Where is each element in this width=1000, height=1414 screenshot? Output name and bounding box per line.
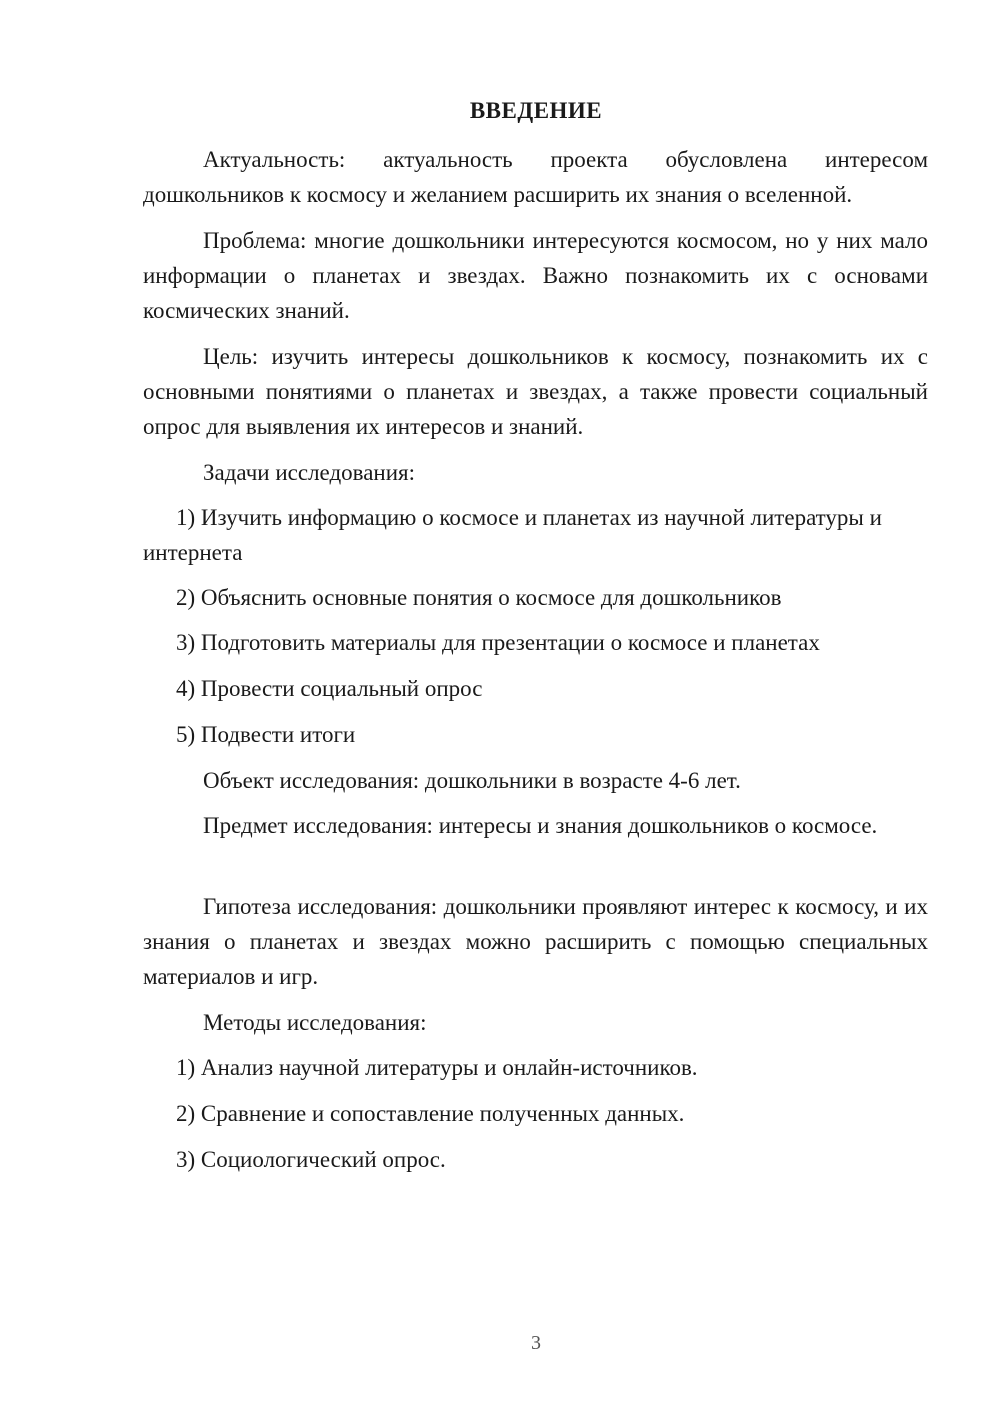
paragraph-object: Объект исследования: дошкольники в возрасте 4-6 лет. <box>203 768 741 793</box>
paragraph-subject: Предмет исследования: интересы и знания дошкольников о космосе. <box>203 813 878 838</box>
paragraph-hypothesis: Гипотеза исследования: дошкольники проявляют интерес к космосу, и их знания о планетах и звездах можно расширить с помощью специальных материалов и игр. <box>143 894 928 989</box>
method-item-1: 1) Анализ научной литературы и онлайн-источников. <box>176 1055 698 1080</box>
methods-heading: Методы исследования: <box>203 1010 427 1035</box>
paragraph-goal: Цель: изучить интересы дошкольников к космосу, познакомить их с основными понятиями о планетах и звездах, а также провести социальный опрос для выявления их интересов и знаний. <box>143 344 928 439</box>
section-heading: ВВЕДЕНИЕ <box>469 98 603 123</box>
method-item-3: 3) Социологический опрос. <box>176 1147 446 1172</box>
task-item-1: 1) Изучить информацию о космосе и планетах из научной литературы и интернета <box>143 505 882 565</box>
task-item-2: 2) Объяснить основные понятия о космосе для дошкольников <box>176 585 782 610</box>
task-item-3: 3) Подготовить материалы для презентации о космосе и планетах <box>176 630 820 655</box>
paragraph-problem: Проблема: многие дошкольники интересуются космосом, но у них мало информации о планетах и звездах. Важно познакомить их с основами космических знаний. <box>143 228 928 323</box>
paragraph-relevance: Актуальность: актуальность проекта обусловлена интересом дошкольников к космосу и желанием расширить их знания о вселенной. <box>143 147 928 207</box>
method-item-2: 2) Сравнение и сопоставление полученных данных. <box>176 1101 685 1126</box>
tasks-heading: Задачи исследования: <box>203 460 416 485</box>
task-item-4: 4) Провести социальный опрос <box>176 676 483 701</box>
task-item-5: 5) Подвести итоги <box>176 722 356 747</box>
page-number: 3 <box>531 1332 541 1354</box>
